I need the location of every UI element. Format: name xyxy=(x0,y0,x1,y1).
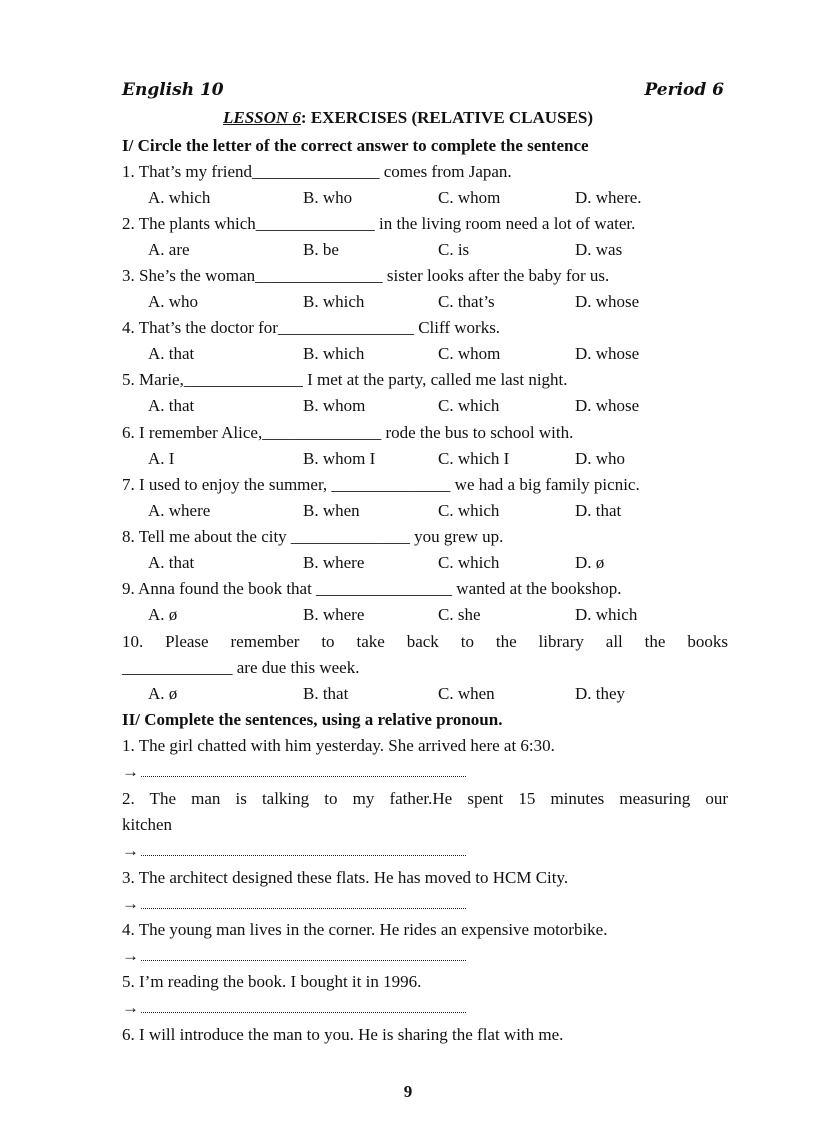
arrow-icon: → xyxy=(122,998,139,1017)
option-a[interactable]: A. where xyxy=(148,501,211,520)
header-subject: English 10 xyxy=(122,80,224,100)
question-1: 1. That’s my friend_______________ comes from Japan. xyxy=(122,162,512,181)
dotted-answer-field[interactable] xyxy=(141,1000,466,1013)
option-c[interactable]: C. she xyxy=(438,605,481,624)
dotted-answer-field[interactable] xyxy=(141,948,466,961)
option-c[interactable]: C. which xyxy=(438,553,500,572)
option-b[interactable]: B. when xyxy=(303,501,360,520)
question-8: 8. Tell me about the city ______________ you grew up. xyxy=(122,527,504,546)
option-d[interactable]: D. that xyxy=(575,501,622,520)
question-7: 7. I used to enjoy the summer, ______________ we had a big family picnic. xyxy=(122,475,640,494)
option-c[interactable]: C. when xyxy=(438,684,495,703)
section-1-heading: I/ Circle the letter of the correct answer to complete the sentence xyxy=(122,136,589,155)
exercise-6: 6. I will introduce the man to you. He is sharing the flat with me. xyxy=(122,1025,564,1044)
arrow-icon: → xyxy=(122,762,139,781)
option-b[interactable]: B. which xyxy=(303,292,365,311)
option-b[interactable]: B. who xyxy=(303,188,353,207)
option-c[interactable]: C. whom xyxy=(438,344,501,363)
option-d[interactable]: D. who xyxy=(575,449,626,468)
option-c[interactable]: C. is xyxy=(438,240,470,259)
answer-line-4[interactable] xyxy=(122,946,466,966)
question-10: 10. Please remember to take back to the library all the books xyxy=(122,632,728,651)
exercise-2-continued: kitchen xyxy=(122,815,173,834)
option-b[interactable]: B. which xyxy=(303,344,365,363)
page-title xyxy=(0,108,816,128)
lesson-label: LESSON 6 xyxy=(222,108,301,127)
option-d[interactable]: D. whose xyxy=(575,396,640,415)
exercise-4: 4. The young man lives in the corner. He rides an expensive motorbike. xyxy=(122,920,608,939)
question-5: 5. Marie,______________ I met at the party, called me last night. xyxy=(122,370,568,389)
arrow-icon: → xyxy=(122,841,139,860)
option-d[interactable]: D. they xyxy=(575,684,626,703)
answer-line-1[interactable] xyxy=(122,762,466,782)
option-c[interactable]: C. which xyxy=(438,501,500,520)
page-number: 9 xyxy=(403,1082,413,1101)
exercise-2: 2. The man is talking to my father.He spent 15 minutes measuring our xyxy=(122,789,728,808)
section-2-heading: II/ Complete the sentences, using a relative pronoun. xyxy=(122,710,503,729)
option-d[interactable]: D. where. xyxy=(575,188,642,207)
option-d[interactable]: D. ø xyxy=(575,553,605,572)
option-b[interactable]: B. be xyxy=(303,240,339,259)
question-4: 4. That’s the doctor for________________ Cliff works. xyxy=(122,318,501,337)
answer-line-2[interactable] xyxy=(122,841,466,861)
option-c[interactable]: C. which I xyxy=(438,449,510,468)
question-10-continued: _____________ are due this week. xyxy=(122,658,360,677)
option-d[interactable]: D. whose xyxy=(575,344,640,363)
question-3: 3. She’s the woman_______________ sister looks after the baby for us. xyxy=(122,266,610,285)
answer-line-5[interactable] xyxy=(122,998,466,1018)
option-b[interactable]: B. whom I xyxy=(303,449,376,468)
option-b[interactable]: B. where xyxy=(303,605,365,624)
option-a[interactable]: A. which xyxy=(148,188,211,207)
answer-line-3[interactable] xyxy=(122,894,466,914)
question-2: 2. The plants which______________ in the living room need a lot of water. xyxy=(122,214,636,233)
option-a[interactable]: A. who xyxy=(148,292,199,311)
option-a[interactable]: A. are xyxy=(148,240,190,259)
option-b[interactable]: B. that xyxy=(303,684,349,703)
arrow-icon: → xyxy=(122,894,139,913)
option-d[interactable]: D. which xyxy=(575,605,638,624)
option-a[interactable]: A. that xyxy=(148,396,195,415)
option-d[interactable]: D. whose xyxy=(575,292,640,311)
title-text: : EXERCISES (RELATIVE CLAUSES) xyxy=(300,108,593,127)
exercise-5: 5. I’m reading the book. I bought it in 1996. xyxy=(122,972,422,991)
option-b[interactable]: B. whom xyxy=(303,396,366,415)
option-c[interactable]: C. that’s xyxy=(438,292,495,311)
arrow-icon: → xyxy=(122,946,139,965)
exercise-3: 3. The architect designed these flats. He has moved to HCM City. xyxy=(122,868,569,887)
question-6: 6. I remember Alice,______________ rode the bus to school with. xyxy=(122,423,574,442)
header-period: Period 6 xyxy=(644,80,724,100)
option-c[interactable]: C. whom xyxy=(438,188,501,207)
question-9: 9. Anna found the book that ________________ wanted at the bookshop. xyxy=(122,579,622,598)
option-d[interactable]: D. was xyxy=(575,240,623,259)
option-c[interactable]: C. which xyxy=(438,396,500,415)
option-a[interactable]: A. that xyxy=(148,344,195,363)
option-a[interactable]: A. ø xyxy=(148,684,178,703)
dotted-answer-field[interactable] xyxy=(141,896,466,909)
option-b[interactable]: B. where xyxy=(303,553,365,572)
option-a[interactable]: A. I xyxy=(148,449,175,468)
option-a[interactable]: A. that xyxy=(148,553,195,572)
dotted-answer-field[interactable] xyxy=(141,843,466,856)
dotted-answer-field[interactable] xyxy=(141,764,466,777)
option-a[interactable]: A. ø xyxy=(148,605,178,624)
exercise-1: 1. The girl chatted with him yesterday. She arrived here at 6:30. xyxy=(122,736,555,755)
